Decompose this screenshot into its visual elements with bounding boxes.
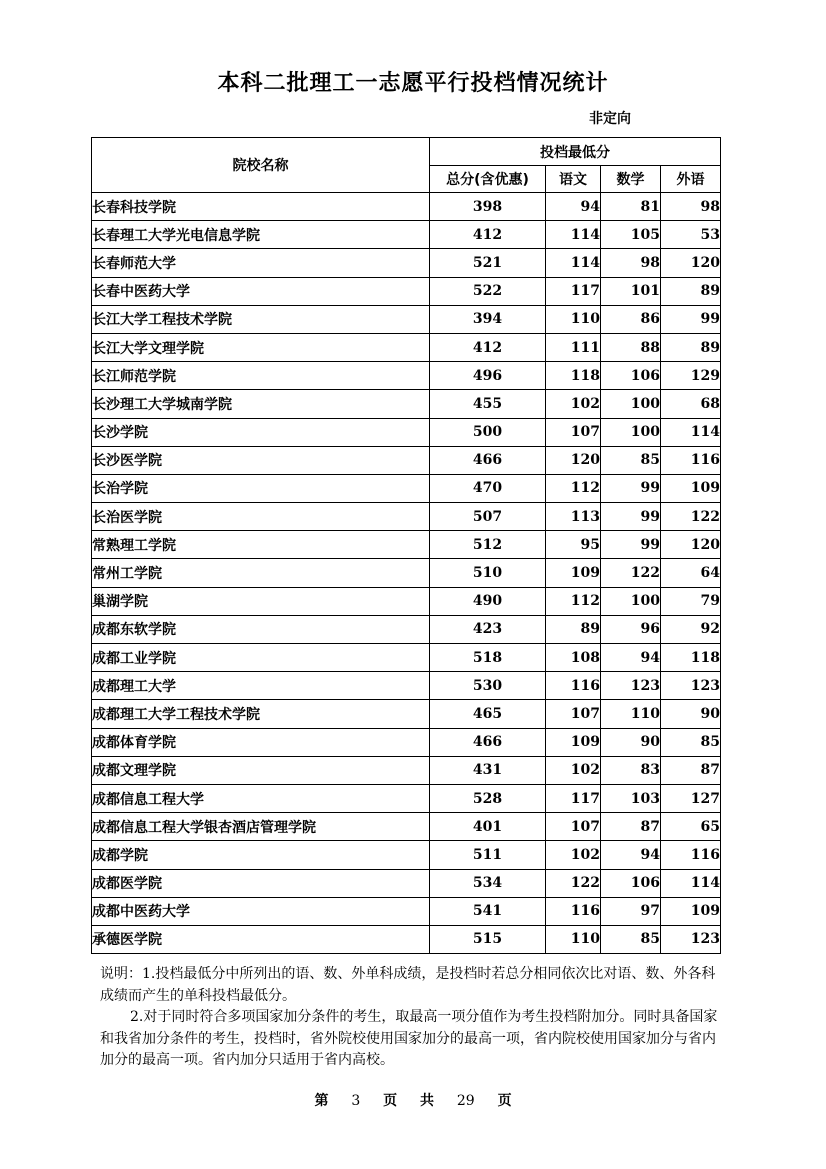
math-score-cell: 99 [601,474,661,502]
total-score-cell: 515 [430,925,546,953]
school-name-cell: 长江师范学院 [92,362,430,390]
english-score-cell: 127 [661,784,721,812]
total-score-cell: 455 [430,390,546,418]
table-row [92,474,721,502]
english-score-cell: 99 [661,305,721,333]
footer-ye: 页 [383,1093,398,1109]
table-body [92,193,721,954]
school-name-cell: 成都体育学院 [92,728,430,756]
math-score-cell: 97 [601,897,661,925]
math-score-cell: 87 [601,813,661,841]
english-score-cell: 120 [661,531,721,559]
chinese-score-cell: 109 [546,728,601,756]
chinese-score-cell: 107 [546,813,601,841]
note-2: 2.对于同时符合多项国家加分条件的考生，取最高一项分值作为考生投档附加分。同时具备国家和我省加分条件的考生，投档时，省外院校使用国家加分的最高一项，省内院校使用国家加分与省内加分的最高一项。省内加分只适用于省内高校。 [100,1009,718,1068]
math-score-cell: 81 [601,193,661,221]
math-score-cell: 122 [601,559,661,587]
total-score-cell: 510 [430,559,546,587]
math-score-cell: 83 [601,756,661,784]
chinese-score-cell: 122 [546,869,601,897]
chinese-score-cell: 117 [546,784,601,812]
header-math: 数学 [601,166,661,193]
school-name-cell: 长治医学院 [92,503,430,531]
english-score-cell: 90 [661,700,721,728]
footer-ye2: 页 [497,1093,512,1109]
math-score-cell: 96 [601,615,661,643]
school-name-cell: 成都理工大学 [92,672,430,700]
school-name-cell: 长春中医药大学 [92,277,430,305]
total-score-cell: 412 [430,333,546,361]
table-row [92,925,721,953]
total-score-cell: 394 [430,305,546,333]
math-score-cell: 100 [601,587,661,615]
total-score-cell: 496 [430,362,546,390]
header-school: 院校名称 [92,138,430,193]
score-table [91,137,721,954]
math-score-cell: 106 [601,362,661,390]
page-subtitle: 非定向 [589,111,631,127]
total-score-cell: 521 [430,249,546,277]
table-row [92,841,721,869]
chinese-score-cell: 111 [546,333,601,361]
english-score-cell: 114 [661,869,721,897]
school-name-cell: 长沙学院 [92,418,430,446]
chinese-score-cell: 110 [546,925,601,953]
table-row [92,503,721,531]
table-row [92,559,721,587]
english-score-cell: 123 [661,672,721,700]
math-score-cell: 88 [601,333,661,361]
table-row [92,333,721,361]
chinese-score-cell: 108 [546,644,601,672]
school-name-cell: 成都医学院 [92,869,430,897]
total-score-cell: 512 [430,531,546,559]
math-score-cell: 106 [601,869,661,897]
table-row [92,615,721,643]
table-row [92,728,721,756]
english-score-cell: 118 [661,644,721,672]
total-score-cell: 490 [430,587,546,615]
english-score-cell: 122 [661,503,721,531]
math-score-cell: 86 [601,305,661,333]
math-score-cell: 98 [601,249,661,277]
school-name-cell: 巢湖学院 [92,587,430,615]
footer-total-pages: 29 [456,1093,475,1109]
school-name-cell: 成都学院 [92,841,430,869]
total-score-cell: 470 [430,474,546,502]
english-score-cell: 85 [661,728,721,756]
chinese-score-cell: 107 [546,700,601,728]
total-score-cell: 401 [430,813,546,841]
english-score-cell: 116 [661,841,721,869]
total-score-cell: 398 [430,193,546,221]
notes [100,964,725,1072]
total-score-cell: 412 [430,221,546,249]
math-score-cell: 94 [601,644,661,672]
school-name-cell: 长沙理工大学城南学院 [92,390,430,418]
table-row [92,813,721,841]
footer-di: 第 [314,1093,329,1109]
math-score-cell: 85 [601,925,661,953]
school-name-cell: 成都文理学院 [92,756,430,784]
english-score-cell: 114 [661,418,721,446]
total-score-cell: 465 [430,700,546,728]
math-score-cell: 99 [601,503,661,531]
math-score-cell: 90 [601,728,661,756]
english-score-cell: 92 [661,615,721,643]
table-row [92,531,721,559]
english-score-cell: 109 [661,474,721,502]
total-score-cell: 534 [430,869,546,897]
total-score-cell: 431 [430,756,546,784]
school-name-cell: 成都东软学院 [92,615,430,643]
page-footer [0,1090,826,1110]
table-row [92,418,721,446]
total-score-cell: 541 [430,897,546,925]
english-score-cell: 109 [661,897,721,925]
chinese-score-cell: 102 [546,841,601,869]
chinese-score-cell: 116 [546,672,601,700]
table-row [92,249,721,277]
school-name-cell: 成都信息工程大学 [92,784,430,812]
school-name-cell: 常熟理工学院 [92,531,430,559]
total-score-cell: 530 [430,672,546,700]
table-row [92,672,721,700]
chinese-score-cell: 114 [546,221,601,249]
chinese-score-cell: 110 [546,305,601,333]
school-name-cell: 长春科技学院 [92,193,430,221]
english-score-cell: 65 [661,813,721,841]
chinese-score-cell: 95 [546,531,601,559]
table-row [92,869,721,897]
chinese-score-cell: 112 [546,587,601,615]
school-name-cell: 长沙医学院 [92,446,430,474]
school-name-cell: 长江大学文理学院 [92,333,430,361]
footer-page-number: 3 [351,1093,361,1109]
chinese-score-cell: 102 [546,390,601,418]
header-total: 总分(含优惠) [430,166,546,193]
total-score-cell: 466 [430,728,546,756]
chinese-score-cell: 112 [546,474,601,502]
chinese-score-cell: 94 [546,193,601,221]
table-row [92,390,721,418]
chinese-score-cell: 109 [546,559,601,587]
school-name-cell: 长治学院 [92,474,430,502]
total-score-cell: 466 [430,446,546,474]
page-title: 本科二批理工一志愿平行投档情况统计 [217,70,609,96]
english-score-cell: 116 [661,446,721,474]
school-name-cell: 承德医学院 [92,925,430,953]
table-row [92,193,721,221]
chinese-score-cell: 117 [546,277,601,305]
total-score-cell: 518 [430,644,546,672]
chinese-score-cell: 118 [546,362,601,390]
math-score-cell: 100 [601,418,661,446]
english-score-cell: 129 [661,362,721,390]
math-score-cell: 85 [601,446,661,474]
table-row [92,897,721,925]
chinese-score-cell: 114 [546,249,601,277]
table-row [92,756,721,784]
english-score-cell: 87 [661,756,721,784]
english-score-cell: 79 [661,587,721,615]
total-score-cell: 511 [430,841,546,869]
math-score-cell: 123 [601,672,661,700]
english-score-cell: 89 [661,277,721,305]
header-english: 外语 [661,166,721,193]
chinese-score-cell: 113 [546,503,601,531]
chinese-score-cell: 120 [546,446,601,474]
school-name-cell: 长江大学工程技术学院 [92,305,430,333]
school-name-cell: 长春师范大学 [92,249,430,277]
math-score-cell: 100 [601,390,661,418]
english-score-cell: 64 [661,559,721,587]
total-score-cell: 500 [430,418,546,446]
total-score-cell: 528 [430,784,546,812]
header-chinese: 语文 [546,166,601,193]
note-1: 说明：1.投档最低分中所列出的语、数、外单科成绩，是投档时若总分相同依次比对语、数、外各科成绩而产生的单科投档最低分。 [100,966,716,1004]
chinese-score-cell: 102 [546,756,601,784]
english-score-cell: 123 [661,925,721,953]
math-score-cell: 105 [601,221,661,249]
table-row [92,446,721,474]
school-name-cell: 成都理工大学工程技术学院 [92,700,430,728]
school-name-cell: 成都中医药大学 [92,897,430,925]
school-name-cell: 常州工学院 [92,559,430,587]
math-score-cell: 101 [601,277,661,305]
math-score-cell: 103 [601,784,661,812]
school-name-cell: 成都工业学院 [92,644,430,672]
total-score-cell: 522 [430,277,546,305]
school-name-cell: 长春理工大学光电信息学院 [92,221,430,249]
table-row [92,277,721,305]
total-score-cell: 507 [430,503,546,531]
math-score-cell: 94 [601,841,661,869]
table-row [92,700,721,728]
table-row [92,644,721,672]
table-row [92,362,721,390]
english-score-cell: 98 [661,193,721,221]
english-score-cell: 53 [661,221,721,249]
chinese-score-cell: 89 [546,615,601,643]
english-score-cell: 68 [661,390,721,418]
chinese-score-cell: 116 [546,897,601,925]
table-row [92,587,721,615]
table-row [92,784,721,812]
math-score-cell: 99 [601,531,661,559]
chinese-score-cell: 107 [546,418,601,446]
table-row [92,221,721,249]
table-row [92,305,721,333]
footer-gong: 共 [419,1093,434,1109]
math-score-cell: 110 [601,700,661,728]
header-min-score-group: 投档最低分 [430,138,721,166]
english-score-cell: 89 [661,333,721,361]
school-name-cell: 成都信息工程大学银杏酒店管理学院 [92,813,430,841]
total-score-cell: 423 [430,615,546,643]
english-score-cell: 120 [661,249,721,277]
